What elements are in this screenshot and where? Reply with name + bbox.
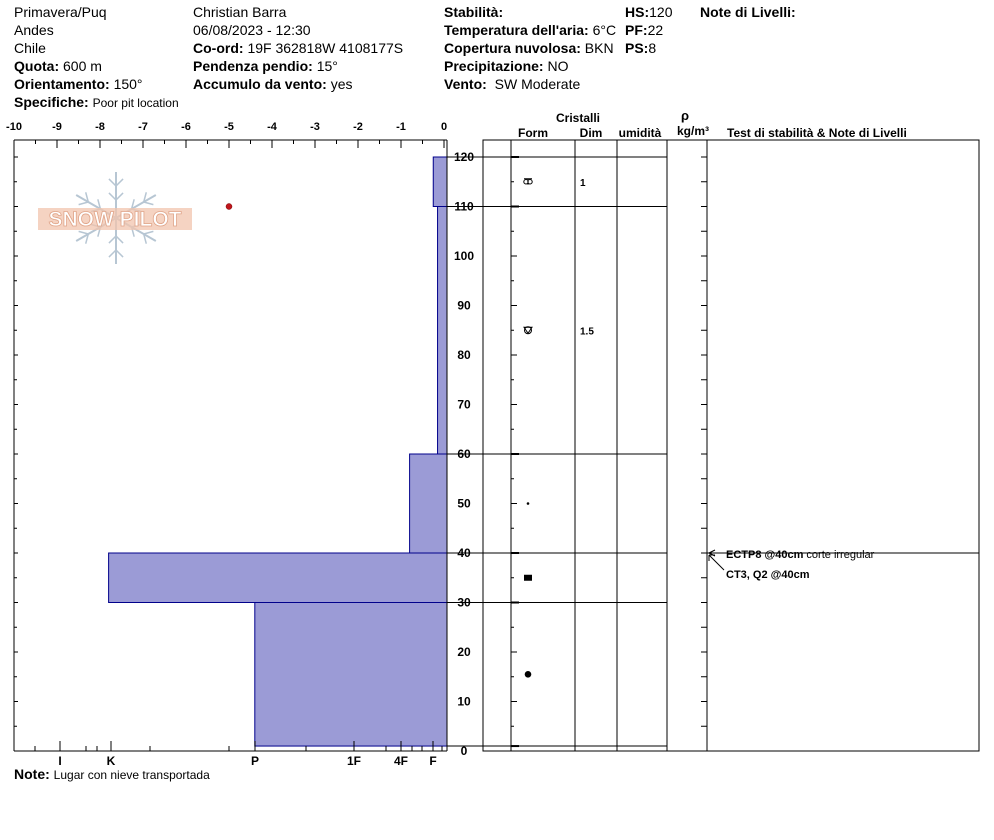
grain-melt-forms-symbol — [524, 575, 532, 581]
grain-size-label: 1 — [580, 177, 586, 189]
height-tick-label: 120 — [453, 150, 475, 164]
height-tick-label: 90 — [457, 298, 471, 313]
wind-value: SW Moderate — [494, 76, 581, 92]
observer: Christian Barra — [193, 4, 287, 20]
hardness-layer-bar — [433, 157, 447, 207]
hardness-tick-label: K — [106, 754, 116, 768]
layer-columns — [447, 108, 979, 751]
ski-penetration-label: PS: — [625, 40, 649, 56]
footer-note-label: Note: — [14, 766, 50, 782]
cloud-cover-label: Copertura nuvolosa: — [444, 40, 581, 56]
height-tick-label: 20 — [457, 645, 471, 659]
column-header-density-unit: kg/m³ — [676, 124, 710, 138]
coordinates-label: Co-ord: — [193, 40, 244, 56]
column-header-size: Dim — [579, 126, 603, 140]
height-tick-label: 30 — [457, 595, 471, 610]
snowflake-branch — [109, 250, 116, 257]
mountain-range: Andes — [14, 22, 54, 38]
layer-table-frame — [483, 140, 979, 751]
temperature-tick-label: -1 — [396, 121, 406, 133]
stability-test-result: ECTP8 @40cm — [726, 549, 804, 561]
hardness-layer-bar — [109, 553, 447, 603]
snow-height-label: HS: — [625, 4, 650, 20]
grain-round-symbol — [525, 671, 532, 678]
height-tick-label: 100 — [453, 249, 475, 263]
snowflake-branch — [116, 236, 123, 243]
grain-dot-symbol — [527, 502, 530, 505]
temperature-tick-label: -7 — [138, 121, 148, 133]
height-tick-label: 10 — [457, 694, 471, 709]
elevation-value: 600 m — [63, 58, 102, 74]
snowflake-branch — [144, 202, 154, 205]
aspect-value: 150° — [113, 76, 143, 92]
stability-label: Stabilità: — [444, 4, 504, 20]
column-header-crystals: Cristalli — [555, 111, 601, 125]
height-tick-label: 0 — [460, 744, 468, 758]
hardness-tick-label: 4F — [393, 754, 409, 768]
layer-notes-heading: Note di Livelli: — [700, 4, 796, 20]
elevation-label: Quota: — [14, 58, 60, 74]
temperature-tick-label: -10 — [6, 121, 22, 133]
specifics-value: Poor pit location — [92, 96, 179, 110]
wind-label: Vento: — [444, 76, 487, 92]
slope-angle-label: Pendenza pendio: — [193, 58, 313, 74]
snowflake-branch — [116, 179, 123, 186]
air-temperature-label: Temperatura dell'aria: — [444, 22, 589, 38]
height-tick-label: 80 — [457, 348, 471, 362]
coordinates-value: 19F 362818W 4108177S — [247, 40, 404, 56]
air-temperature-value: 6°C — [592, 22, 617, 38]
temperature-tick-label: -9 — [52, 121, 62, 133]
snowflake-branch — [144, 231, 154, 234]
stability-test-comment: corte irregular — [803, 549, 875, 561]
snowpilot-logo — [38, 172, 192, 264]
temperature-tick-label: -2 — [353, 121, 363, 133]
snow-height-value: 120 — [649, 4, 673, 20]
height-tick-label: 50 — [457, 496, 471, 511]
date-time: 06/08/2023 - 12:30 — [193, 22, 311, 38]
snowflake-branch — [79, 202, 89, 205]
footer-note-value: Lugar con nieve transportada — [53, 768, 210, 782]
wind-loading-value: yes — [330, 76, 353, 92]
hardness-tick-label: I — [58, 754, 62, 768]
wind-loading-label: Accumulo da vento: — [193, 76, 327, 92]
column-header-density-symbol: ρ — [680, 108, 690, 123]
temperature-point — [226, 204, 232, 210]
foot-penetration-label: PF: — [625, 22, 648, 38]
stability-test-arrow — [709, 555, 724, 570]
temperature-tick-label: -6 — [181, 121, 191, 133]
specifics-label: Specifiche: — [14, 94, 89, 110]
hardness-tick-label: F — [429, 754, 437, 768]
grain-size-label: 1.5 — [580, 326, 594, 338]
temperature-tick-label: -4 — [267, 121, 277, 133]
hardness-tick-label: 1F — [346, 754, 362, 768]
column-header-stability-tests: Test di stabilità & Note di Livelli — [727, 126, 907, 140]
hardness-layer-bar — [438, 207, 447, 455]
logo-text: SNOW PILOT — [48, 208, 182, 231]
temperature-tick-label: -5 — [224, 121, 234, 133]
foot-penetration-value: 22 — [647, 22, 664, 38]
hardness-layer-bar — [410, 454, 447, 553]
precipitation-value: NO — [547, 58, 569, 74]
stability-test-label — [726, 569, 810, 581]
snowflake-branch — [109, 236, 116, 243]
precipitation-label: Precipitazione: — [444, 58, 544, 74]
snowflake-branch — [116, 250, 123, 257]
snowflake-branch — [79, 231, 89, 234]
stability-test-label — [726, 549, 875, 561]
location: Primavera/Puq — [14, 4, 107, 20]
snowflake-branch — [109, 193, 116, 200]
column-header-wetness: umidità — [618, 126, 662, 140]
snowflake-branch — [116, 193, 123, 200]
slope-angle-value: 15° — [316, 58, 338, 74]
hardness-profile — [109, 157, 447, 746]
cloud-cover-value: BKN — [584, 40, 614, 56]
stability-test-result: CT3, Q2 @40cm — [726, 569, 810, 581]
height-tick-label: 40 — [457, 546, 471, 560]
column-header-form: Form — [518, 126, 548, 140]
height-tick-label: 60 — [457, 447, 471, 461]
hardness-tick-label: P — [250, 754, 260, 768]
hardness-layer-bar — [255, 603, 447, 747]
country: Chile — [14, 40, 46, 56]
temperature-tick-label: -3 — [310, 121, 320, 133]
ski-penetration-value: 8 — [648, 40, 657, 56]
temperature-tick-label: 0 — [440, 121, 448, 133]
temperature-tick-label: -8 — [95, 121, 105, 133]
aspect-label: Orientamento: — [14, 76, 110, 92]
snowflake-branch — [109, 179, 116, 186]
height-tick-label: 70 — [457, 397, 471, 412]
height-tick-label: 110 — [454, 199, 474, 214]
